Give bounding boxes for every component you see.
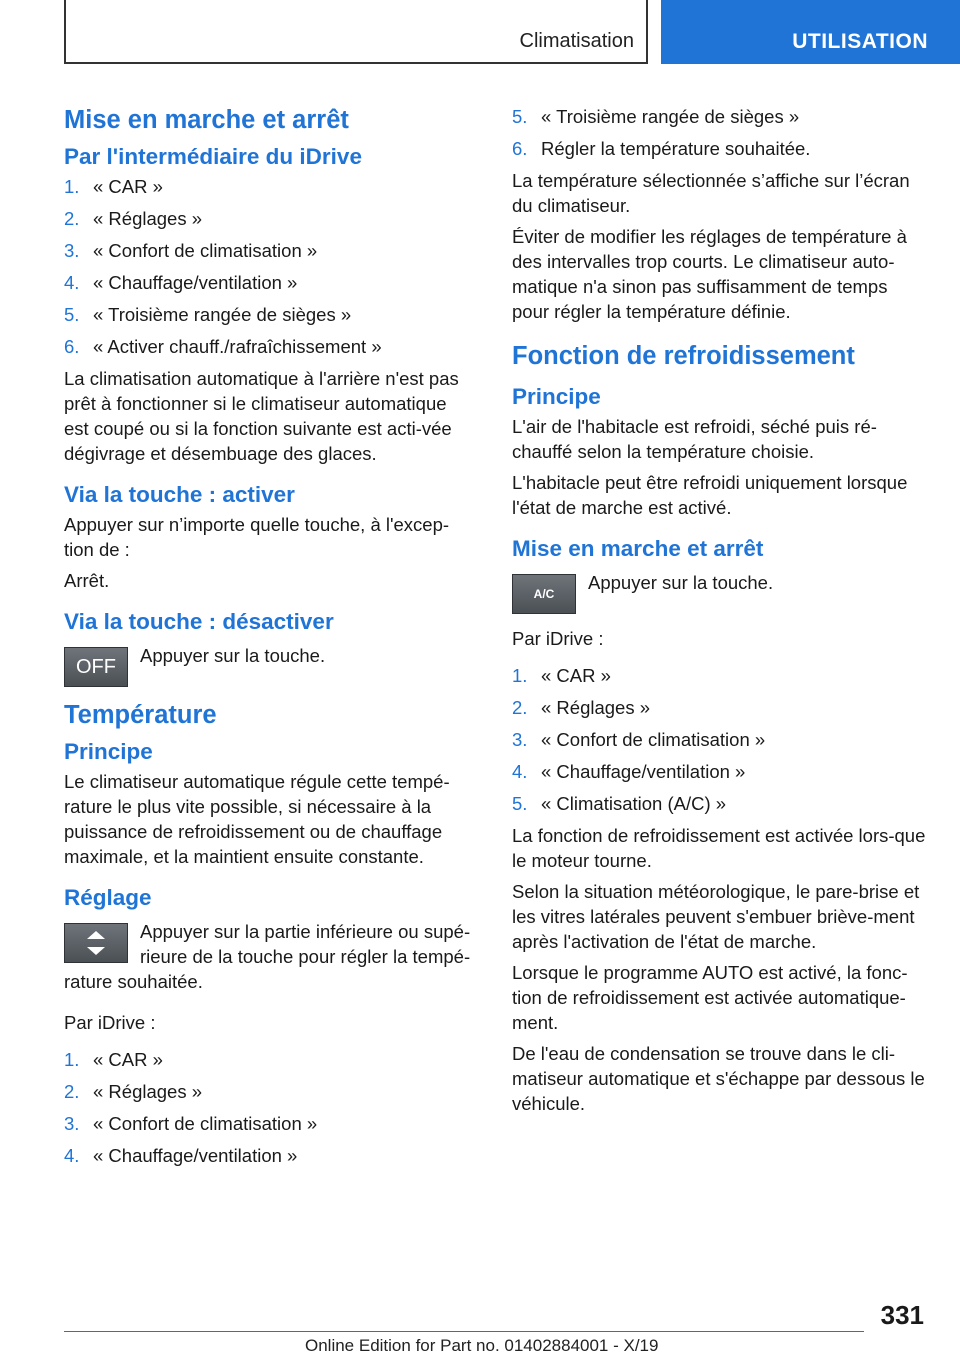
paragraph-principle: Le climatiseur automatique régule cette tempé‐rature le plus vite possible, si nécessaire à la puissance de refroidissement ou de chauffage maximale, et la maintient ensuite constante. (64, 771, 450, 867)
paragraph-setting: Appuyer sur la partie inférieure ou supé‐rieure de la touche pour régler la tempé‐rature souhaitée. (64, 921, 471, 992)
paragraph-display: La température sélectionnée s’affiche sur l’écran du climatiseur. (512, 170, 910, 216)
paragraph-via-idrive-cooling: Par iDrive : (512, 628, 604, 649)
off-button-icon: OFF (64, 647, 128, 687)
list-item: 4. « Chauffage/ventilation » (512, 761, 746, 782)
heading-on-off: Mise en marche et arrêt (64, 106, 349, 134)
chapter-tab[interactable] (661, 0, 960, 64)
footer-rule (64, 1331, 864, 1332)
paragraph-activate: Appuyer sur n’importe quelle touche, à l'excep‐tion de : (64, 514, 450, 560)
heading-setting: Réglage (64, 885, 152, 910)
paragraph-auto: Lorsque le programme AUTO est activé, la fonc‐tion de refroidissement est activée automatique‐ment. (512, 962, 908, 1033)
right-column (512, 104, 928, 1122)
heading-idrive: Par l'intermédiaire du iDrive (64, 144, 362, 169)
temp-steps-continued-list (512, 104, 928, 161)
paragraph-cooling-2: L'habitacle peut être refroidi uniquement lorsque l'état de marche est activé. (512, 472, 908, 518)
section-title: Climatisation (519, 30, 634, 52)
chapter-tab-label: UTILISATION (792, 30, 928, 53)
paragraph-press-off: Appuyer sur la touche. (140, 645, 326, 666)
heading-deactivate: Via la touche : désactiver (64, 609, 334, 634)
list-item: 1. « CAR » (512, 665, 611, 686)
list-item: 5. « Climatisation (A/C) » (512, 793, 727, 814)
temperature-rocker-icon (64, 923, 128, 963)
list-item: 5. « Troisième rangée de sièges » (512, 106, 800, 127)
list-item: 4. « Chauffage/ventilation » (64, 1145, 298, 1166)
heading-principle: Principe (64, 739, 153, 764)
ac-button-icon: A/C (512, 574, 576, 614)
paragraph-avoid: Éviter de modifier les réglages de température à des intervalles trop courts. Le climatiseur auto‐matique n'a sinon pas suffisamment de temps pour régler la température définie. (512, 226, 907, 322)
list-item: 3. « Confort de climatisation » (64, 1113, 318, 1134)
idrive-steps-list (64, 174, 474, 359)
paragraph-engine: La fonction de refroidissement est activée lors‐que le moteur tourne. (512, 825, 926, 871)
paragraph-stop: Arrêt. (64, 570, 110, 591)
temp-steps-list (64, 1047, 474, 1168)
paragraph-via-idrive: Par iDrive : (64, 1012, 156, 1033)
list-item: 1. « CAR » (64, 176, 163, 197)
heading-on-off-cooling: Mise en marche et arrêt (512, 536, 764, 561)
list-item: 6. « Activer chauff./rafraîchissement » (64, 336, 382, 357)
paragraph-cooling-1: L'air de l'habitacle est refroidi, séché puis ré‐chauffé selon la température choisie. (512, 416, 877, 462)
cooling-steps-list (512, 663, 928, 816)
paragraph-press-ac: Appuyer sur la touche. (588, 572, 774, 593)
page-number: 331 (880, 1300, 924, 1330)
list-item: 2. « Réglages » (512, 697, 651, 718)
off-button-row (64, 639, 474, 691)
temp-button-row (64, 915, 474, 1000)
list-item: 3. « Confort de climatisation » (512, 729, 766, 750)
heading-activate: Via la touche : activer (64, 482, 295, 507)
paragraph-rear-climate: La climatisation automatique à l'arrière n'est pas prêt à fonctionner si le climatiseur automatique est coupé ou si la fonction suivante est acti‐vée dégivrage et désembuage des glaces. (64, 368, 459, 464)
list-item: 2. « Réglages » (64, 208, 203, 229)
heading-cooling: Fonction de refroidissement (512, 342, 855, 370)
heading-temperature: Température (64, 701, 217, 729)
list-item: 6. Régler la température souhaitée. (512, 138, 811, 159)
list-item: 2. « Réglages » (64, 1081, 203, 1102)
footer-edition: Online Edition for Part no. 01402884001 - X/19 (305, 1336, 659, 1355)
list-item: 4. « Chauffage/ventilation » (64, 272, 298, 293)
list-item: 3. « Confort de climatisation » (64, 240, 318, 261)
header-frame (64, 0, 648, 64)
left-column (64, 96, 474, 1175)
paragraph-weather: Selon la situation météorologique, le pare-brise et les vitres latérales peuvent s'embuer briève‐ment après l'activation de l'état de marche. (512, 881, 920, 952)
list-item: 5. « Troisième rangée de sièges » (64, 304, 352, 325)
list-item: 1. « CAR » (64, 1049, 163, 1070)
heading-principle-cooling: Principe (512, 384, 601, 409)
paragraph-condensate: De l'eau de condensation se trouve dans le cli‐matiseur automatique et s'échappe par dessous le véhicule. (512, 1043, 925, 1114)
ac-button-row (512, 566, 928, 618)
